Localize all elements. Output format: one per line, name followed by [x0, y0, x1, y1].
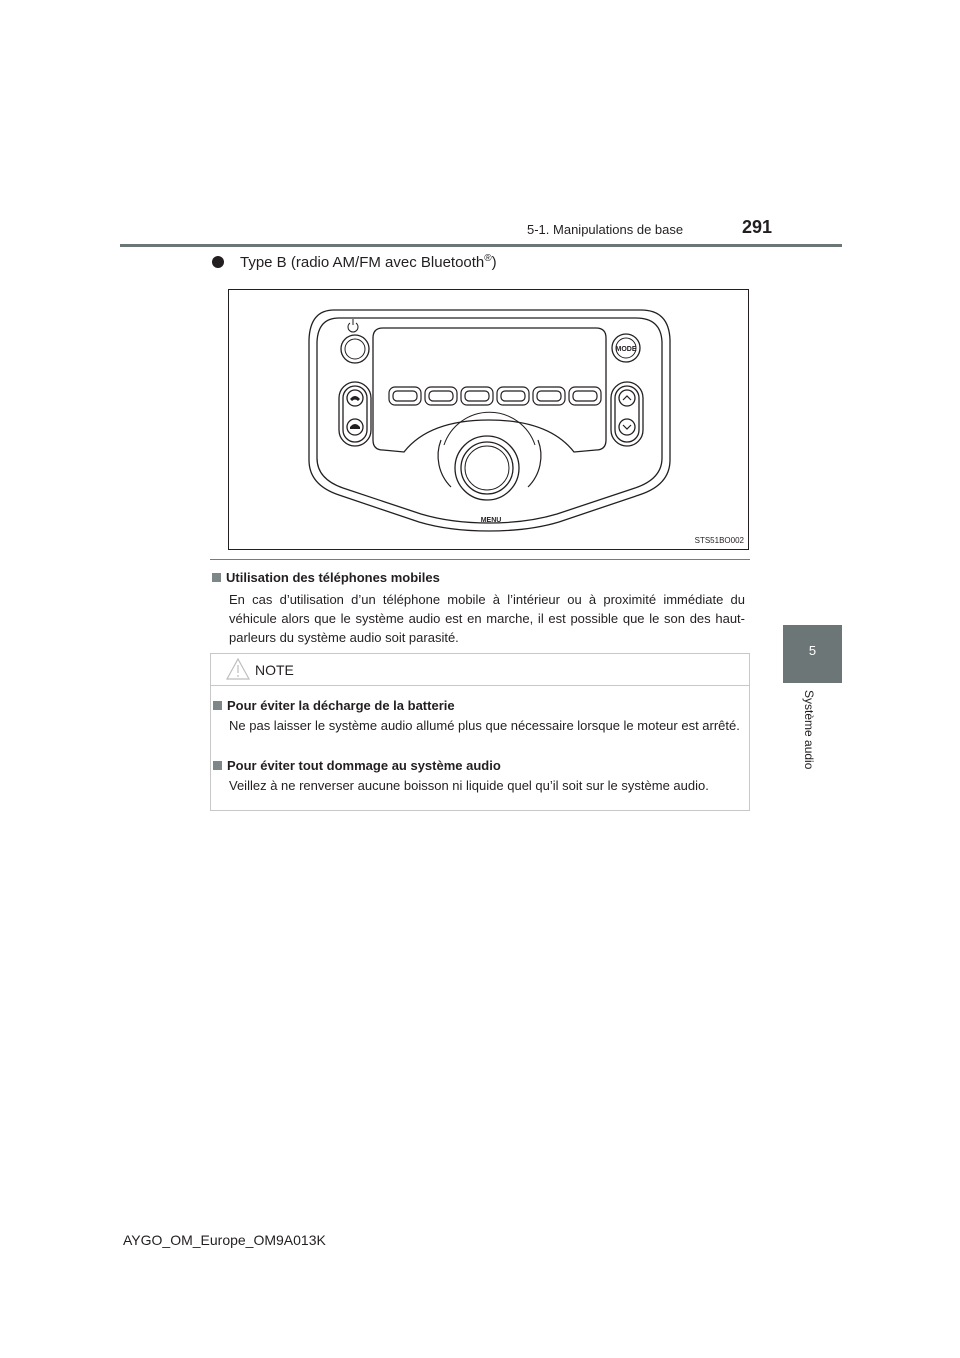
preset-button-3-inner: [465, 391, 489, 401]
audio-unit-drawing: [229, 290, 750, 551]
seek-buttons: [611, 382, 643, 446]
square-bullet-icon: [213, 761, 222, 770]
section-title: [212, 570, 440, 585]
mode-button: [612, 334, 640, 362]
warning-triangle-icon: [226, 658, 250, 680]
note-item-1-title: [213, 698, 741, 713]
header-section-title: 5-1. Manipulations de base: [527, 222, 684, 237]
footer-code: AYGO_OM_Europe_OM9A013K: [123, 1232, 326, 1248]
chevron-down-icon: [623, 425, 631, 429]
mode-label: MODE: [615, 346, 637, 353]
menu-knob: [438, 412, 541, 500]
section-rule: [210, 559, 750, 560]
round-bullet-icon: [212, 256, 224, 268]
preset-button-5-inner: [537, 391, 561, 401]
registered-mark: ®: [484, 253, 492, 264]
note-item-2-text: Veillez à ne renverser aucune boisson ni liquide quel qu’il soit sur le système audio.: [229, 778, 709, 793]
phone-hangup-icon: [350, 424, 360, 429]
note-title: NOTE: [255, 662, 294, 678]
preset-button-2-inner: [429, 391, 453, 401]
preset-button-4: [497, 387, 529, 405]
note-item-1: [213, 698, 741, 735]
menu-label: MENU: [480, 517, 502, 524]
preset-button-6: [569, 387, 601, 405]
chapter-tab-number: 5: [808, 643, 817, 658]
note-item-1-title-text: Pour éviter la décharge de la batterie: [227, 698, 455, 713]
note-header: [211, 654, 749, 686]
preset-button-6-inner: [573, 391, 597, 401]
square-bullet-icon: [213, 701, 222, 710]
phone-buttons: [339, 382, 371, 446]
phone-pickup-icon: [350, 396, 360, 401]
preset-button-3: [461, 387, 493, 405]
note-item-2: [213, 758, 741, 795]
illustration-code: STS51BO002: [694, 536, 744, 545]
chevron-up-icon: [623, 396, 631, 400]
page-number: 291: [742, 217, 773, 237]
display-panel: [373, 328, 606, 452]
note-item-2-title-text: Pour éviter tout dommage au système audio: [227, 758, 501, 773]
note-item-1-text: Ne pas laisser le système audio allumé plus que nécessaire lorsque le moteur est arrêté.: [229, 718, 740, 733]
preset-button-5: [533, 387, 565, 405]
audio-unit-illustration: [228, 289, 749, 550]
square-bullet-icon: [212, 573, 221, 582]
preset-buttons: [389, 387, 601, 405]
preset-button-1-inner: [393, 391, 417, 401]
preset-button-2: [425, 387, 457, 405]
preset-button-1: [389, 387, 421, 405]
type-heading-close: ): [491, 254, 497, 271]
header-rule: [120, 244, 842, 247]
section-body: En cas d’utilisation d’un téléphone mobile à l’intérieur ou à proximité immédiate du véhicule alors que le système audio est en marche, il est possible que le son des haut-parleurs du système audio soit parasité.: [229, 592, 745, 645]
section-title-text: Utilisation des téléphones mobiles: [226, 570, 440, 585]
power-icon: [348, 319, 358, 332]
power-button: [341, 335, 369, 363]
note-item-2-title: [213, 758, 741, 773]
type-heading-text: Type B (radio AM/FM avec Bluetooth: [240, 254, 485, 271]
chapter-tab-label: Système audio: [802, 690, 816, 770]
preset-button-4-inner: [501, 391, 525, 401]
type-heading: [212, 254, 497, 271]
note-box: [210, 653, 750, 811]
